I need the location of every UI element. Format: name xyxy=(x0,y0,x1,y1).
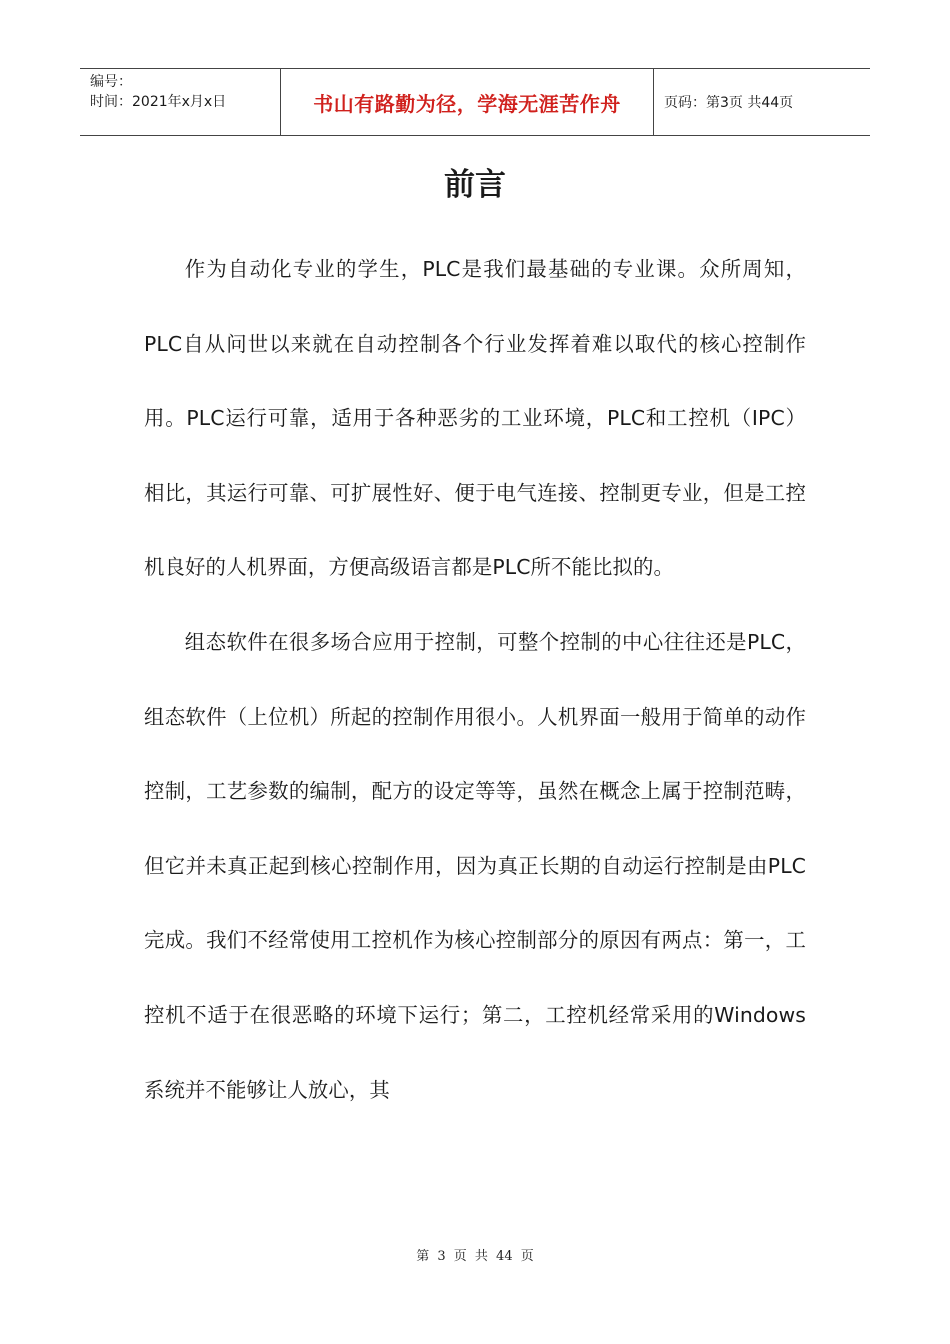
date-label: 时间：2021年x月x日 xyxy=(90,94,227,110)
document-body xyxy=(144,232,806,1127)
header-meta-cell xyxy=(80,69,281,135)
document-header xyxy=(80,68,870,136)
header-page-cell xyxy=(654,69,870,135)
paragraph-2: 组态软件在很多场合应用于控制，可整个控制的中心往往还是PLC，组态软件（上位机）所起的控制作用很小。人机界面一般用于简单的动作控制，工艺参数的编制，配方的设定等等，虽然在概念上属于控制范畴，但它并未真正起到核心控制作用，因为真正长期的自动运行控制是由PLC完成。我们不经常使用工控机作为核心控制部分的原因有两点：第一，工控机不适于在很恶略的环境下运行；第二，工控机经常采用的Windows系统并不能够让人放心，其 xyxy=(144,629,806,1102)
header-motto: 书山有路勤为径，学海无涯苦作舟 xyxy=(313,91,621,116)
paragraph-1: 作为自动化专业的学生，PLC是我们最基础的专业课。众所周知，PLC自从问世以来就在自动控制各个行业发挥着难以取代的核心控制作用。PLC运行可靠，适用于各种恶劣的工业环境，PLC和工控机（IPC）相比，其运行可靠、可扩展性好、便于电气连接、控制更专业，但是工控机良好的人机界面，方便高级语言都是PLC所不能比拟的。 xyxy=(144,257,806,580)
header-page-info: 页码：第3页 共44页 xyxy=(664,95,794,111)
serial-number-label: 编号： xyxy=(90,74,132,90)
page-title: 前言 xyxy=(444,167,506,203)
header-motto-cell xyxy=(281,69,654,135)
page-footer: 第 3 页 共 44 页 xyxy=(416,1249,534,1264)
